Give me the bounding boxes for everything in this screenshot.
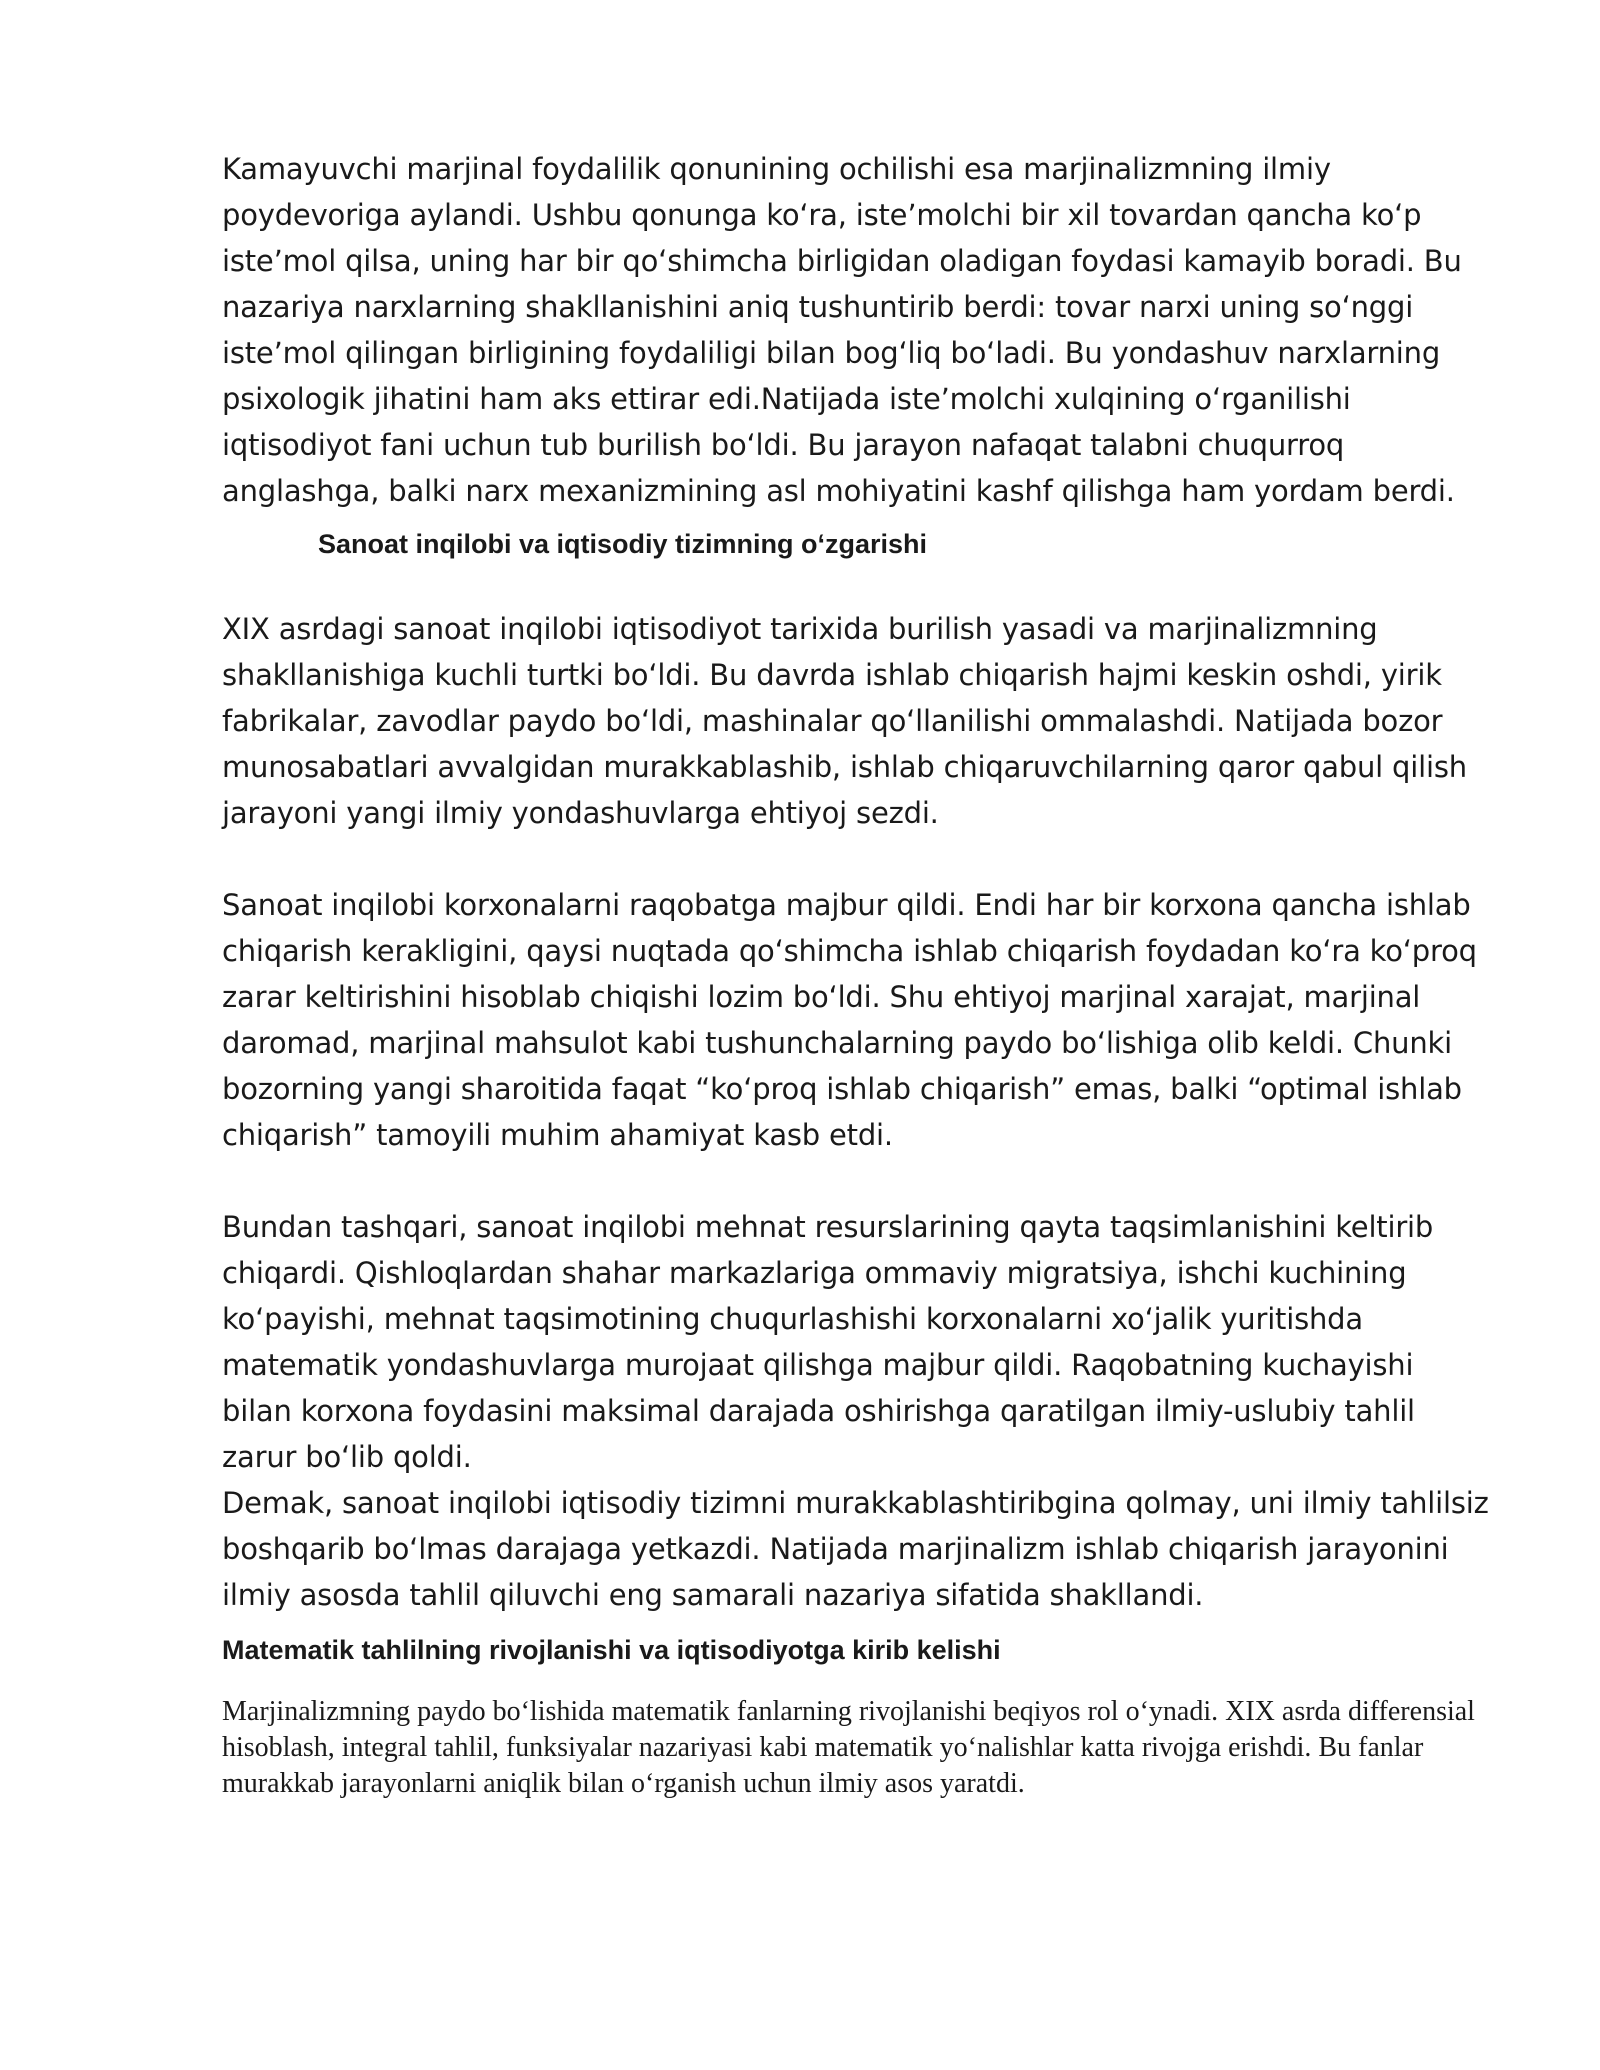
paragraph-industrial-revolution: XIX asrdagi sanoat inqilobi iqtisodiyot tarixida burilish yasadi va marjinalizmning shakllanishiga kuchli turtki bo‘ldi. Bu davrda ishlab chiqarish hajmi keskin oshdi, yirik fabrikalar, zavodlar paydo bo‘ldi, mashinalar qo‘llanilishi ommalashdi. Natijada bozor munosabatlari avvalgidan murakkablashib, ishlab chiqaruvchilarning qaror qabul qilish jarayoni yangi ilmiy yondashuvlarga ehtiyoj sezdi.	[222, 612, 1467, 830]
paragraph-labor-resources: Bundan tashqari, sanoat inqilobi mehnat resurslarining qayta taqsimlanishini keltirib chiqardi. Qishloqlardan shahar markazlariga ommaviy migratsiya, ishchi kuchining ko‘payishi, mehnat taqsimotining chuqurlashishi korxonalarni xo‘jalik yuritishda matematik yondashuvlarga murojaat qilishga majbur qildi. Raqobatning kuchayishi bilan korxona foydasini maksimal darajada oshirishga qaratilgan ilmiy-uslubiy tahlil zarur bo‘lib qoldi.	[222, 1210, 1434, 1474]
section-heading-mathematical-analysis: Matematik tahlilning rivojlanishi va iqtisodiyotga kirib kelishi	[222, 1635, 1001, 1665]
paragraph-competition: Sanoat inqilobi korxonalarni raqobatga majbur qildi. Endi har bir korxona qancha ishlab chiqarish kerakligini, qaysi nuqtada qo‘shimcha ishlab chiqarish foydadan ko‘ra ko‘proq zarar keltirishini hisoblab chiqishi lozim bo‘ldi. Shu ehtiyoj marjinal xarajat, marjinal daromad, marjinal mahsulot kabi tushunchalarning paydo bo‘lishiga olib keldi. Chunki bozorning yangi sharoitida faqat “ko‘proq ishlab chiqarish” emas, balki “optimal ishlab chiqarish” tamoyili muhim ahamiyat kasb etdi.	[222, 888, 1477, 1152]
paragraph-marginal-utility: Kamayuvchi marjinal foydalilik qonunining ochilishi esa marjinalizmning ilmiy poydevoriga aylandi. Ushbu qonunga ko‘ra, iste’molchi bir xil tovardan qancha ko‘p iste’mol qilsa, uning har bir qo‘shimcha birligidan oladigan foydasi kamayib boradi. Bu nazariya narxlarning shakllanishini aniq tushuntirib berdi: tovar narxi uning so‘nggi iste’mol qilingan birligining foydaliligi bilan bog‘liq bo‘ladi. Bu yondashuv narxlarning psixologik jihatini ham aks ettirar edi.Natijada iste’molchi xulqining o‘rganilishi iqtisodiyot fani uchun tub burilish bo‘ldi. Bu jarayon nafaqat talabni chuqurroq anglashga, balki narx mexanizmining asl mohiyatini kashf qilishga ham yordam berdi.	[222, 152, 1462, 508]
document-page	[222, 146, 1490, 1802]
paragraph-conclusion: Demak, sanoat inqilobi iqtisodiy tizimni murakkablashtiribgina qolmay, uni ilmiy tahlilsiz boshqarib bo‘lmas darajaga yetkazdi. Natijada marjinalizm ishlab chiqarish jarayonini ilmiy asosda tahlil qiluvchi eng samarali nazariya sifatida shakllandi.	[222, 1486, 1489, 1612]
section-heading-industrial-revolution: Sanoat inqilobi va iqtisodiy tizimning o‘zgarishi	[318, 529, 928, 559]
paragraph-mathematics: Marjinalizmning paydo bo‘lishida matematik fanlarning rivojlanishi beqiyos rol o‘ynadi. XIX asrda differensial hisoblash, integral tahlil, funksiyalar nazariyasi kabi matematik yo‘nalishlar katta rivojga erishdi. Bu fanlar murakkab jarayonlarni aniqlik bilan o‘rganish uchun ilmiy asos yaratdi.	[222, 1696, 1475, 1799]
